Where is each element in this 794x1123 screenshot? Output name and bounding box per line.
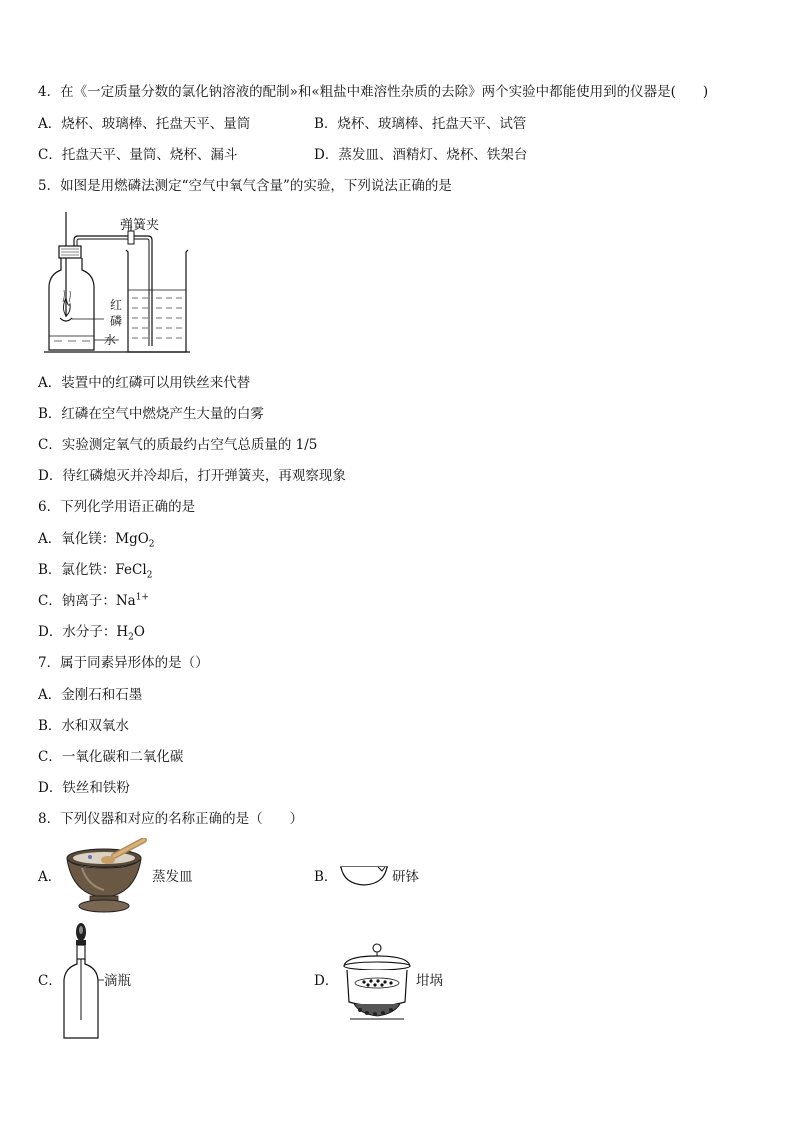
- q8-option-b-letter: B．: [314, 869, 338, 885]
- q4-option-c: C．托盘天平、量筒、烧杯、漏斗: [38, 147, 238, 163]
- q5-option-d: D．待红磷熄灭并冷却后，打开弹簧夹，再观察现象: [38, 468, 346, 484]
- q5-stem: 5．如图是用燃磷法测定“空气中氧气含量”的实验，下列说法正确的是: [38, 178, 452, 194]
- covered-dish-icon: [340, 940, 414, 1022]
- q7-option-c: C．一氧化碳和二氧化碳: [38, 749, 184, 765]
- q6-c-superscript: 1+: [135, 592, 149, 603]
- q8-option-c-letter: C．: [38, 973, 62, 989]
- q5-option-c: C．实验测定氧气的质最约占空气总质量的 1/5: [38, 437, 318, 453]
- q6-option-c: [38, 592, 149, 610]
- red-phosphorus-label-1: 红: [110, 298, 123, 312]
- q6-a-text: A．氧化镁：MgO: [38, 531, 149, 547]
- q4-option-b: B．烧杯、玻璃棒、托盘天平、试管: [314, 116, 527, 132]
- mortar-and-pestle-icon: [64, 838, 152, 914]
- q6-option-b: [38, 561, 152, 579]
- q6-b-subscript: 2: [146, 570, 153, 581]
- q6-stem: 6．下列化学用语正确的是: [38, 499, 196, 515]
- q5-option-b: B．红磷在空气中燃烧产生大量的白雾: [38, 406, 264, 422]
- q8-option-c-name: 滴瓶: [104, 973, 131, 989]
- q8-option-b-name: 研钵: [392, 869, 419, 885]
- red-phosphorus-label-2: 磷: [110, 314, 123, 328]
- q7-option-b: B．水和双氧水: [38, 718, 129, 734]
- q7-option-a: A．金刚石和石墨: [38, 687, 143, 703]
- water-label: 水: [104, 333, 117, 347]
- q6-d-suffix: O: [133, 624, 145, 640]
- q6-d-subscript: 2: [128, 632, 134, 643]
- q6-option-a: [38, 530, 155, 548]
- q4-option-d: D．蒸发皿、酒精灯、烧杯、铁架台: [314, 147, 528, 163]
- q6-b-text: B．氯化铁：FeCl: [38, 562, 147, 578]
- dropper-bottle-icon: [60, 920, 106, 1044]
- q6-a-subscript: 2: [148, 539, 155, 550]
- q4-stem: 4．在《一定质量分数的氯化钠溶液的配制»和«粗盐中难溶性杂质的去除》两个实验中都能使用到的仪器是( ): [38, 84, 709, 100]
- q8-option-a-name: 蒸发皿: [152, 869, 193, 885]
- q5-option-a: A．装置中的红磷可以用铁丝来代替: [38, 375, 251, 391]
- q8-option-d-name: 坩埚: [416, 973, 443, 989]
- q8-stem: 8．下列仪器和对应的名称正确的是（ ）: [38, 811, 304, 827]
- q8-option-d-letter: D．: [314, 973, 339, 989]
- evaporating-dish-icon: [338, 862, 390, 890]
- q6-option-d: [38, 623, 145, 641]
- q7-option-d: D．铁丝和铁粉: [38, 780, 130, 796]
- q6-d-text: D．水分子：H: [38, 624, 129, 640]
- phosphorus-combustion-apparatus-figure: [44, 212, 194, 356]
- q7-stem: 7．属于同素异形体的是（）: [38, 655, 209, 671]
- clamp-label: 弹簧夹: [120, 218, 160, 233]
- q8-option-a-letter: A．: [38, 869, 62, 885]
- q4-option-a: A．烧杯、玻璃棒、托盘天平、量筒: [38, 116, 251, 132]
- q6-c-text: C．钠离子：Na: [38, 593, 136, 609]
